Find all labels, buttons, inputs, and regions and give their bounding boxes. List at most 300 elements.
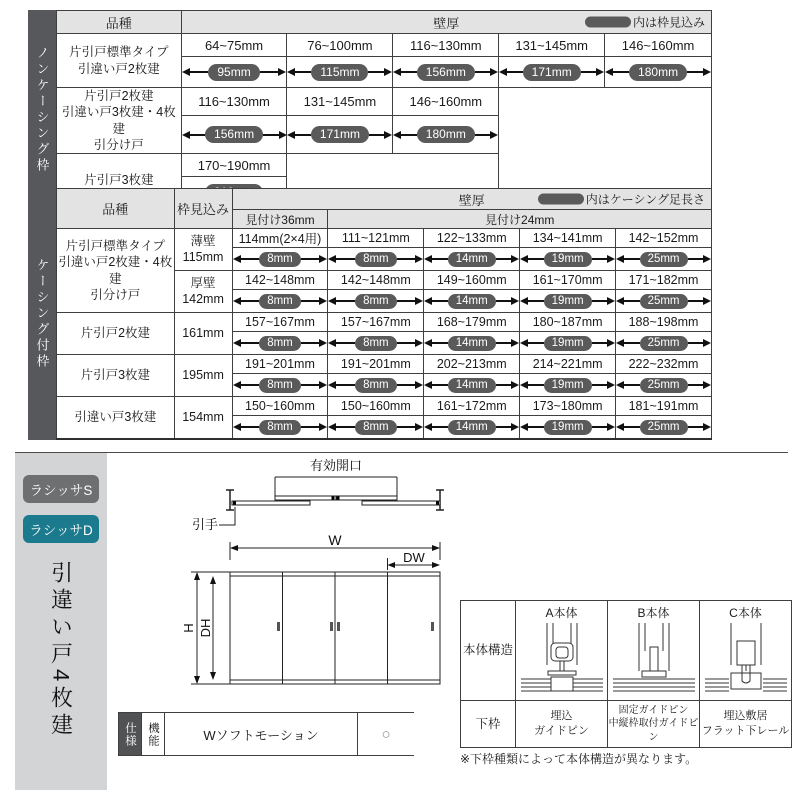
wall-range-cell: 122~133mm bbox=[424, 229, 520, 248]
arrowhead-left-icon bbox=[616, 297, 624, 305]
casing-dim-cell bbox=[424, 248, 520, 271]
dimension-pill: 8mm bbox=[355, 252, 397, 267]
arrowhead-right-icon bbox=[703, 423, 711, 431]
c-body-label: C本体 bbox=[729, 606, 762, 620]
dimension-pill: 8mm bbox=[355, 294, 397, 309]
arrowhead-right-icon bbox=[415, 339, 423, 347]
arrowhead-left-icon bbox=[520, 255, 528, 263]
dimension-pill: 14mm bbox=[448, 336, 496, 351]
lower-frame-b-line2: 中縦枠取付ガイドピン bbox=[608, 718, 699, 743]
arrowhead-left-icon bbox=[520, 381, 528, 389]
legend-text: 内はケーシング足長さ bbox=[585, 192, 705, 207]
arrow-line bbox=[263, 134, 278, 136]
arrow-line bbox=[401, 134, 416, 136]
casing-table bbox=[56, 188, 712, 440]
casing-dim-cell bbox=[232, 290, 328, 313]
dimension-arrow bbox=[287, 126, 392, 143]
arrowhead-left-icon bbox=[287, 68, 295, 76]
lower-frame-row bbox=[461, 701, 792, 748]
lasissa-s-badge: ラシッサS bbox=[23, 475, 99, 503]
frame-dim-cell bbox=[181, 116, 287, 154]
arrow-line bbox=[241, 384, 260, 386]
table-row-ranges bbox=[57, 397, 712, 416]
dimension-pill: 171mm bbox=[523, 64, 581, 81]
dimension-arrow bbox=[233, 378, 328, 393]
arrow-line bbox=[368, 71, 384, 73]
kind-header: 品種 bbox=[57, 11, 182, 34]
arrow-line bbox=[301, 258, 320, 260]
mikomi-cell bbox=[174, 313, 232, 355]
dimension-arrow bbox=[424, 336, 519, 351]
frame-dim-cell bbox=[605, 57, 712, 88]
casing-dim-cell bbox=[520, 290, 616, 313]
arrowhead-right-icon bbox=[511, 339, 519, 347]
dimension-pill: 8mm bbox=[259, 420, 301, 435]
arrow-line bbox=[260, 71, 279, 73]
arrowhead-left-icon bbox=[233, 423, 241, 431]
lower-frame-c-line2: フラット下レール bbox=[701, 725, 790, 737]
casing-dim-cell bbox=[520, 374, 616, 397]
arrow-line bbox=[528, 342, 543, 344]
wall-range-cell: 171~182mm bbox=[616, 271, 712, 290]
arrowhead-right-icon bbox=[384, 131, 392, 139]
wall-range-cell: 161~172mm bbox=[424, 397, 520, 416]
frame-dim-cell bbox=[181, 57, 287, 88]
function-mark: ○ bbox=[358, 713, 415, 756]
arrow-line bbox=[475, 134, 490, 136]
table-header-row bbox=[57, 189, 712, 210]
door-handles bbox=[277, 622, 434, 631]
dimension-pill: 95mm bbox=[208, 64, 259, 81]
arrowhead-right-icon bbox=[607, 423, 615, 431]
wall-range-cell: 222~232mm bbox=[616, 355, 712, 374]
dimension-pill: 8mm bbox=[355, 378, 397, 393]
wall-range-cell: 131~145mm bbox=[499, 34, 605, 57]
dimension-pill: 156mm bbox=[417, 64, 475, 81]
arrow-line bbox=[592, 342, 607, 344]
wall-header-label: 壁厚 bbox=[458, 192, 485, 208]
arrowhead-left-icon bbox=[520, 297, 528, 305]
left-jamb bbox=[226, 490, 234, 510]
spec-label: 仕様 bbox=[119, 713, 142, 756]
casing-dim-cell bbox=[520, 248, 616, 271]
arrowhead-right-icon bbox=[319, 297, 327, 305]
dimension-pill: 14mm bbox=[448, 378, 496, 393]
arrow-line bbox=[496, 300, 511, 302]
arrowhead-left-icon bbox=[424, 339, 432, 347]
kind-line: 片引戸標準タイプ bbox=[65, 239, 165, 253]
wall-range-cell: 188~198mm bbox=[616, 313, 712, 332]
function-label: 機能 bbox=[142, 713, 165, 756]
casing-dim-cell bbox=[424, 416, 520, 440]
arrow-line bbox=[528, 258, 543, 260]
arrow-line bbox=[688, 426, 703, 428]
dimension-arrow bbox=[520, 252, 615, 267]
table-row-ranges bbox=[57, 355, 712, 374]
arrow-line bbox=[301, 342, 320, 344]
arrowhead-left-icon bbox=[424, 423, 432, 431]
table-row-ranges bbox=[57, 229, 712, 248]
kind-line: 片引戸2枚建 bbox=[80, 326, 151, 341]
wall-range-cell: 180~187mm bbox=[520, 313, 616, 332]
dimension-pill: 19mm bbox=[544, 252, 592, 267]
arrow-line bbox=[687, 71, 703, 73]
wall-range-cell: 76~100mm bbox=[287, 34, 393, 57]
lower-frame-b bbox=[608, 701, 700, 748]
dw-dim-label: DW bbox=[403, 550, 425, 565]
wall-range-cell: 214~221mm bbox=[520, 355, 616, 374]
arrow-line bbox=[688, 300, 703, 302]
casing-dim-cell bbox=[616, 332, 712, 355]
arrowhead-right-icon bbox=[511, 381, 519, 389]
structure-cell-a bbox=[516, 601, 608, 701]
arrowhead-right-icon bbox=[511, 297, 519, 305]
arrow-line bbox=[369, 134, 384, 136]
arrowhead-right-icon bbox=[319, 423, 327, 431]
section-divider bbox=[15, 452, 788, 453]
legend bbox=[585, 14, 705, 31]
arrowhead-right-icon bbox=[607, 339, 615, 347]
front-right-panel bbox=[362, 501, 440, 505]
mikomi-line: 薄壁 bbox=[190, 233, 216, 248]
arrow-line bbox=[592, 384, 607, 386]
wall-range-cell: 142~148mm bbox=[328, 271, 424, 290]
series-sidebar bbox=[15, 453, 107, 790]
wall-header bbox=[232, 189, 711, 210]
kind-line: 引違い戸3枚建・4枚建 bbox=[61, 105, 176, 136]
arrowhead-left-icon bbox=[616, 339, 624, 347]
wall-header bbox=[181, 11, 711, 34]
mitsuke24-header: 見付け24mm bbox=[328, 210, 712, 229]
h-dim-label: H bbox=[181, 623, 196, 633]
dimension-pill: 115mm bbox=[311, 64, 368, 81]
right-jamb bbox=[436, 490, 444, 510]
dimension-arrow bbox=[605, 64, 711, 81]
arrow-line bbox=[397, 342, 416, 344]
dimension-pill: 19mm bbox=[544, 294, 592, 309]
arrowhead-right-icon bbox=[278, 68, 286, 76]
arrow-line bbox=[295, 71, 311, 73]
dimension-pill: 25mm bbox=[640, 378, 688, 393]
dimension-pill: 8mm bbox=[259, 294, 301, 309]
casing-dim-cell bbox=[232, 332, 328, 355]
dimension-arrow bbox=[328, 252, 423, 267]
dimension-pill: 180mm bbox=[417, 126, 475, 143]
dimension-pill: 19mm bbox=[544, 378, 592, 393]
wall-range-cell: 116~130mm bbox=[181, 88, 287, 116]
dimension-arrow bbox=[287, 64, 392, 81]
mikomi-line: 161mm bbox=[182, 325, 224, 340]
arrow-line bbox=[592, 426, 607, 428]
arrowhead-left-icon bbox=[182, 68, 190, 76]
kind-line: 引違い戸2枚建 bbox=[77, 61, 160, 76]
arrow-line bbox=[336, 258, 355, 260]
dimension-pill: 14mm bbox=[448, 252, 496, 267]
arrowhead-right-icon bbox=[490, 68, 498, 76]
lower-frame-a bbox=[516, 701, 608, 748]
dimension-pill: 171mm bbox=[311, 126, 369, 143]
arrowhead-right-icon bbox=[607, 297, 615, 305]
noncasing-band-label: ノンケーシング枠 bbox=[28, 10, 56, 209]
casing-frame-section bbox=[28, 188, 712, 440]
arrowhead-left-icon bbox=[328, 297, 336, 305]
casing-band-label: ケーシング付枠 bbox=[28, 188, 56, 440]
casing-dim-cell bbox=[616, 416, 712, 440]
back-left-panel bbox=[275, 496, 336, 500]
mikomi-header: 枠見込み bbox=[174, 189, 232, 229]
dimension-arrow bbox=[182, 64, 287, 81]
noncasing-table bbox=[56, 10, 712, 209]
a-body-label: A本体 bbox=[545, 606, 578, 620]
arrowhead-right-icon bbox=[319, 255, 327, 263]
wall-range-cell: 64~75mm bbox=[181, 34, 287, 57]
arrow-line bbox=[496, 258, 511, 260]
b-body-label: B本体 bbox=[637, 606, 670, 620]
dimension-arrow bbox=[328, 378, 423, 393]
dh-dim-label: DH bbox=[198, 618, 213, 638]
wall-range-cell: 170~190mm bbox=[181, 154, 287, 177]
dimension-arrow bbox=[328, 294, 423, 309]
arrow-line bbox=[688, 384, 703, 386]
arrow-line bbox=[241, 300, 260, 302]
arrowhead-left-icon bbox=[233, 339, 241, 347]
arrowhead-right-icon bbox=[415, 423, 423, 431]
structure-row-header: 本体構造 bbox=[461, 601, 516, 701]
wall-range-cell: 142~152mm bbox=[616, 229, 712, 248]
arrow-line bbox=[496, 426, 511, 428]
legend-pill-icon bbox=[585, 17, 631, 28]
arrowhead-right-icon bbox=[511, 255, 519, 263]
arrowhead-left-icon bbox=[520, 423, 528, 431]
arrowhead-right-icon bbox=[415, 297, 423, 305]
dimension-pill: 14mm bbox=[448, 420, 496, 435]
arrow-line bbox=[432, 342, 447, 344]
wall-range-cell: 146~160mm bbox=[605, 34, 712, 57]
arrow-line bbox=[401, 71, 416, 73]
arrow-line bbox=[624, 384, 639, 386]
dimension-arrow bbox=[499, 64, 604, 81]
legend-pill-icon bbox=[538, 194, 584, 205]
table-row-ranges bbox=[57, 313, 712, 332]
product-kind-cell bbox=[57, 88, 182, 154]
casing-dim-cell bbox=[424, 374, 520, 397]
arrowhead-right-icon bbox=[596, 68, 604, 76]
frame-dim-cell bbox=[393, 116, 499, 154]
arrowhead-left-icon bbox=[328, 339, 336, 347]
arrow-line bbox=[397, 426, 416, 428]
dimension-pill: 14mm bbox=[448, 294, 496, 309]
arrow-line bbox=[688, 342, 703, 344]
arrow-line bbox=[397, 384, 416, 386]
dimension-arrow bbox=[233, 294, 328, 309]
mikomi-line: 厚壁 bbox=[190, 275, 216, 290]
arrow-line bbox=[592, 258, 607, 260]
mitsuke36-header: 見付け36mm bbox=[232, 210, 328, 229]
casing-dim-cell bbox=[424, 332, 520, 355]
a-body-diagram-icon bbox=[517, 621, 607, 695]
wall-range-cell: 134~141mm bbox=[520, 229, 616, 248]
arrow-line bbox=[336, 384, 355, 386]
kind-line: 片引戸3枚建 bbox=[84, 173, 154, 188]
arrow-line bbox=[241, 258, 260, 260]
wall-range-cell: 191~201mm bbox=[328, 355, 424, 374]
dimension-arrow bbox=[182, 126, 287, 143]
arrow-line bbox=[624, 426, 639, 428]
dimension-arrow bbox=[616, 420, 711, 435]
arrowhead-left-icon bbox=[616, 423, 624, 431]
arrowhead-right-icon bbox=[511, 423, 519, 431]
arrow-line bbox=[336, 300, 355, 302]
dimension-arrow bbox=[520, 294, 615, 309]
arrow-line bbox=[241, 426, 260, 428]
arrow-line bbox=[336, 342, 355, 344]
wall-range-cell: 191~201mm bbox=[232, 355, 328, 374]
dimension-arrow bbox=[328, 336, 423, 351]
structure-row bbox=[461, 601, 792, 701]
arrowhead-left-icon bbox=[328, 381, 336, 389]
arrowhead-right-icon bbox=[703, 297, 711, 305]
w-dim-label: W bbox=[328, 532, 342, 548]
wall-range-cell: 131~145mm bbox=[287, 88, 393, 116]
arrowhead-right-icon bbox=[607, 255, 615, 263]
table-row-ranges bbox=[57, 88, 712, 116]
product-kind-cell bbox=[57, 355, 175, 397]
arrowhead-right-icon bbox=[415, 381, 423, 389]
arrow-line bbox=[397, 258, 416, 260]
product-kind-cell bbox=[57, 313, 175, 355]
arrow-line bbox=[336, 426, 355, 428]
arrowhead-left-icon bbox=[182, 131, 190, 139]
mikomi-cell bbox=[174, 355, 232, 397]
plan-view bbox=[192, 458, 444, 532]
arrow-line bbox=[496, 342, 511, 344]
b-body-diagram-icon bbox=[609, 621, 699, 695]
spec-row bbox=[119, 713, 415, 756]
arrow-line bbox=[624, 300, 639, 302]
casing-dim-cell bbox=[232, 416, 328, 440]
kind-line: 片引戸2枚建 bbox=[84, 89, 154, 103]
mikomi-cell bbox=[174, 271, 232, 313]
door-drawing bbox=[175, 456, 485, 706]
mikomi-cell bbox=[174, 397, 232, 440]
arrowhead-right-icon bbox=[703, 68, 711, 76]
noncasing-table-body bbox=[57, 34, 712, 209]
casing-dim-cell bbox=[520, 332, 616, 355]
dimension-arrow bbox=[520, 336, 615, 351]
arrowhead-right-icon bbox=[319, 339, 327, 347]
kind-line: 片引戸標準タイプ bbox=[69, 45, 169, 60]
dimension-arrow bbox=[424, 252, 519, 267]
wall-range-cell: 150~160mm bbox=[328, 397, 424, 416]
arrowhead-right-icon bbox=[607, 381, 615, 389]
arrowhead-right-icon bbox=[703, 255, 711, 263]
arrow-line bbox=[581, 71, 596, 73]
dimension-arrow bbox=[424, 294, 519, 309]
handle-label: 引手 bbox=[191, 517, 219, 532]
dimension-pill: 156mm bbox=[205, 126, 263, 143]
arrow-line bbox=[301, 300, 320, 302]
casing-dim-cell bbox=[328, 290, 424, 313]
arrow-line bbox=[432, 426, 447, 428]
arrowhead-left-icon bbox=[393, 68, 401, 76]
arrow-line bbox=[432, 300, 447, 302]
arrowhead-right-icon bbox=[415, 255, 423, 263]
dimension-arrow bbox=[616, 294, 711, 309]
dimension-arrow bbox=[424, 420, 519, 435]
lower-frame-row-header: 下枠 bbox=[461, 701, 516, 748]
dimension-pill: 19mm bbox=[544, 336, 592, 351]
dimension-arrow bbox=[393, 126, 498, 143]
arrowhead-right-icon bbox=[703, 381, 711, 389]
arrowhead-right-icon bbox=[490, 131, 498, 139]
footnote: ※下枠種類によって本体構造が異なります。 bbox=[460, 752, 698, 766]
dimension-arrow bbox=[520, 420, 615, 435]
table-header-row bbox=[57, 11, 712, 34]
casing-dim-cell bbox=[328, 248, 424, 271]
wall-header-label: 壁厚 bbox=[433, 15, 460, 31]
casing-dim-cell bbox=[328, 416, 424, 440]
mikomi-line: 142mm bbox=[182, 291, 224, 306]
product-title: 引違い戸4枚建 bbox=[48, 561, 74, 741]
arrow-line bbox=[190, 71, 209, 73]
c-body-diagram-icon bbox=[701, 621, 791, 695]
front-view bbox=[181, 532, 440, 684]
panel-dividers bbox=[283, 572, 388, 684]
arrow-line bbox=[432, 384, 447, 386]
wall-range-cell: 157~167mm bbox=[232, 313, 328, 332]
structure-cell-c bbox=[700, 601, 792, 701]
lower-frame-c-line1: 埋込敷居 bbox=[723, 710, 768, 723]
arrow-line bbox=[397, 300, 416, 302]
mikomi-line: 195mm bbox=[182, 367, 224, 382]
wall-range-cell: 142~148mm bbox=[232, 271, 328, 290]
casing-dim-cell bbox=[232, 248, 328, 271]
arrow-line bbox=[528, 300, 543, 302]
casing-dim-cell bbox=[328, 332, 424, 355]
lower-frame-a-line2: ガイドピン bbox=[534, 725, 589, 737]
lasissa-d-badge: ラシッサD bbox=[23, 515, 99, 543]
wall-range-cell: 146~160mm bbox=[393, 88, 499, 116]
dimension-pill: 25mm bbox=[640, 420, 688, 435]
wall-range-cell: 161~170mm bbox=[520, 271, 616, 290]
arrowhead-left-icon bbox=[424, 381, 432, 389]
arrowhead-right-icon bbox=[319, 381, 327, 389]
lower-frame-b-line1: 固定ガイドピン bbox=[618, 704, 689, 716]
arrow-line bbox=[496, 384, 511, 386]
casing-dim-cell bbox=[328, 374, 424, 397]
dimension-arrow bbox=[424, 378, 519, 393]
casing-dim-cell bbox=[232, 374, 328, 397]
casing-dim-cell bbox=[424, 290, 520, 313]
arrow-line bbox=[624, 258, 639, 260]
spec-function-table bbox=[118, 712, 414, 756]
arrow-line bbox=[528, 384, 543, 386]
dimension-arrow bbox=[616, 378, 711, 393]
table-row-ranges bbox=[57, 34, 712, 57]
frame-dim-cell bbox=[393, 57, 499, 88]
mikomi-cell bbox=[174, 229, 232, 271]
wall-range-cell: 114mm(2×4用) bbox=[232, 229, 328, 248]
kind-line: 引分け戸 bbox=[93, 137, 144, 152]
kind-line: 引違い戸3枚建 bbox=[74, 410, 157, 425]
arrowhead-left-icon bbox=[424, 255, 432, 263]
dimension-pill: 8mm bbox=[259, 336, 301, 351]
dimension-arrow bbox=[616, 336, 711, 351]
arrow-line bbox=[190, 134, 205, 136]
casing-table-body bbox=[57, 229, 712, 440]
arrow-line bbox=[592, 300, 607, 302]
kind-line: 引分け戸 bbox=[90, 287, 141, 302]
